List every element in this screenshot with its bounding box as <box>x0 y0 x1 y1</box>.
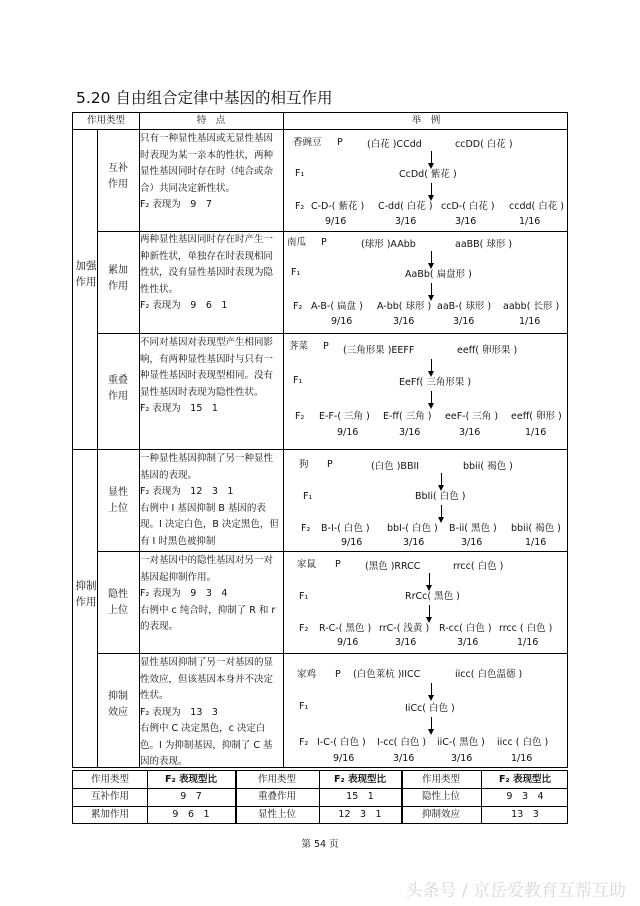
f2-class-3: eeF-( 三角 ) <box>445 411 499 422</box>
parent-1: (白色 )BBII <box>371 461 420 472</box>
parent-1: (白色莱杭 )IICC <box>353 669 421 680</box>
row-type-complementary: 互补作用 <box>108 163 128 190</box>
f2-class-1: I-C-( 白色 ) <box>317 737 366 748</box>
group-label-inhibit: 抑制作用 <box>75 580 97 608</box>
parent-1: (黑色 )RRCC <box>365 561 421 572</box>
cross-example <box>285 137 569 229</box>
parent-label: P <box>327 459 333 470</box>
summary-cell: 累加作用 <box>90 809 129 820</box>
watermark-text: 头条号 / 京岳爱教育互帮互助 <box>405 881 626 901</box>
row-type-duplicate: 重叠作用 <box>108 375 128 402</box>
feature-text: 两种显性基因同时存在时产生一种新性状，单独存在时表现相同性状，没有显性基因时表现为隐性性状。 <box>140 234 274 295</box>
summary-cell: 显性上位 <box>257 809 296 820</box>
f2-class-4: bbii( 褐色 ) <box>511 523 561 534</box>
parent-label: P <box>335 669 341 680</box>
page-number: 第 54 页 <box>301 839 339 850</box>
ratio-label: F₂ 表现为 9 3 4 <box>140 588 228 599</box>
group-divider <box>97 129 98 767</box>
f2-label: F₂ <box>301 523 311 534</box>
f1-genotype: BbIi( 白色 ) <box>415 491 466 502</box>
f2-class-2: I-cc( 白色 ) <box>377 737 427 748</box>
f2-ratio-4: 1/16 <box>519 216 541 227</box>
f2-ratio-3: 3/16 <box>453 316 475 327</box>
f2-ratio-2: 3/16 <box>395 216 417 227</box>
organism-name: 南瓜 <box>287 237 307 248</box>
summary-cell: 13 3 <box>511 809 539 820</box>
f2-ratio-3: 3/16 <box>459 427 481 438</box>
parent-2: aaBB( 球形 ) <box>455 239 513 250</box>
page-title: 5.20 自由组合定律中基因的相互作用 <box>76 89 333 107</box>
row-divider <box>97 333 567 334</box>
f2-class-2: C-dd( 白花 ) <box>378 201 433 212</box>
f2-ratio-1: 9/16 <box>325 216 347 227</box>
f2-ratio-4: 1/16 <box>517 637 539 648</box>
group-row-divider <box>73 449 567 450</box>
f1-label: F₁ <box>291 267 301 278</box>
parent-2: rrcc( 白色 ) <box>453 561 504 572</box>
row-feature <box>140 335 280 418</box>
parent-2: ccDD( 白花 ) <box>455 139 513 150</box>
feature-text: 一对基因中的隐性基因对另一对基因起抑制作用。 <box>140 555 274 583</box>
f2-ratio-4: 1/16 <box>519 316 541 327</box>
feature-text: 一种显性基因抑制了另一种显性基因的表现。 <box>140 453 274 481</box>
f1-label: F₁ <box>299 591 309 602</box>
organism-name: 家鸡 <box>297 669 317 680</box>
f2-class-1: R-C-( 黑色 ) <box>319 623 372 634</box>
cross-example <box>285 559 569 649</box>
summary-header: 作用类型 <box>257 774 296 785</box>
f2-class-2: bbI-( 白色 ) <box>387 523 438 534</box>
cross-arrow-icon <box>441 473 442 489</box>
f2-class-2: rrC-( 浅黄 ) <box>379 623 430 634</box>
cross-arrow-icon <box>431 283 432 299</box>
row-type-recessive-epistasis: 隐性上位 <box>108 589 128 616</box>
f2-label: F₂ <box>295 201 305 212</box>
f2-ratio-4: 1/16 <box>511 753 533 764</box>
f2-class-4: iicc ( 白色 ) <box>497 737 549 748</box>
summary-cell: 重叠作用 <box>257 791 296 802</box>
summary-cell: 抑制效应 <box>421 809 460 820</box>
f2-label: F₂ <box>299 737 309 748</box>
feature-detail: 右例中 C 决定黑色，c 决定白色。I 为抑制基因，抑制了 C 基因的表现。 <box>140 723 273 767</box>
f2-class-3: aaB-( 球形 ) <box>437 301 492 312</box>
f2-ratio-2: 3/16 <box>403 537 425 548</box>
f2-class-3: ccD-( 白花 ) <box>441 201 495 212</box>
f2-ratio-3: 3/16 <box>461 537 483 548</box>
cross-arrow-icon <box>431 151 432 167</box>
cross-arrow-icon <box>431 359 432 375</box>
f2-ratio-1: 9/16 <box>341 537 363 548</box>
parent-2: bbii( 褐色 ) <box>463 461 513 472</box>
summary-header: 作用类型 <box>421 774 460 785</box>
f2-ratio-1: 9/16 <box>331 316 353 327</box>
feature-detail: 右例中 c 纯合时，抑制了 R 和 r 的表现。 <box>140 604 276 632</box>
parent-1: (三角形果 )EEFF <box>343 345 415 356</box>
ratio-label: F₂ 表现为 15 1 <box>140 403 218 414</box>
f2-ratio-1: 9/16 <box>337 637 359 648</box>
f2-label: F₂ <box>293 301 303 312</box>
ratio-label: F₂ 表现为 9 7 <box>140 199 212 210</box>
f1-genotype: CcDd( 紫花 ) <box>399 169 457 180</box>
organism-name: 家鼠 <box>297 559 317 570</box>
f2-ratio-1: 9/16 <box>333 753 355 764</box>
f2-class-1: E-F-( 三角 ) <box>319 411 370 422</box>
f2-ratio-3: 3/16 <box>457 637 479 648</box>
summary-cell: 9 7 <box>180 791 202 802</box>
row-feature <box>140 655 280 771</box>
f2-class-4: eeff( 卵形 ) <box>511 411 562 422</box>
parent-label: P <box>323 341 329 352</box>
cross-arrow-icon <box>431 183 432 199</box>
f2-class-3: B-ii( 黑色 ) <box>449 523 497 534</box>
f1-genotype: IiCc( 白色 ) <box>405 703 455 714</box>
parent-2: iicc( 白色温德 ) <box>455 669 523 680</box>
parent-label: P <box>335 559 341 570</box>
f2-class-1: C-D-( 紫花 ) <box>311 201 365 212</box>
summary-cell: 隐性上位 <box>421 791 460 802</box>
header-type: 作用类型 <box>86 115 125 126</box>
cross-arrow-icon <box>431 683 432 699</box>
f2-class-1: A-B-( 扁盘 ) <box>311 301 363 312</box>
summary-table <box>72 770 568 824</box>
f2-ratio-2: 3/16 <box>393 316 415 327</box>
summary-cell: 12 3 1 <box>338 809 382 820</box>
feature-text: 不同对基因对表现型产生相同影响，有两种显性基因时与只有一种显性基因时表现型相同。没有显性基因时表现为隐性性状。 <box>140 337 274 398</box>
summary-cell: 9 3 4 <box>506 791 544 802</box>
f2-class-1: B-I-( 白色 ) <box>321 523 370 534</box>
organism-name: 荠菜 <box>289 341 309 352</box>
f2-ratio-2: 3/16 <box>393 753 415 764</box>
gene-interaction-table <box>72 112 568 768</box>
header-divider <box>73 129 567 130</box>
organism-name: 香豌豆 <box>293 137 322 148</box>
f2-class-2: E-ff( 三角 ) <box>383 411 432 422</box>
cross-arrow-icon <box>431 391 432 407</box>
cross-arrow-icon <box>431 251 432 267</box>
feature-text: 只有一种显性基因或无显性基因时表现为某一亲本的性状，两种显性基因同时存在时（纯合或杂合）共同决定新性状。 <box>140 133 274 194</box>
f2-label: F₂ <box>299 623 309 634</box>
f2-class-2: A-bb( 球形 ) <box>377 301 432 312</box>
group-label-strengthen: 加强作用 <box>75 260 97 288</box>
feature-divider <box>283 113 284 767</box>
summary-cell: 9 6 1 <box>172 809 210 820</box>
parent-2: eeff( 卵形果 ) <box>457 345 518 356</box>
feature-detail: 右例中 I 基因抑制 B 基因的表现。I 决定白色，B 决定黑色，但有 I 时黑色被抑制 <box>140 502 279 547</box>
ratio-label: F₂ 表现为 13 3 <box>140 706 218 718</box>
f1-genotype: AaBb( 扁盘形 ) <box>405 269 472 280</box>
parent-1: (白花 )CCdd <box>367 139 422 150</box>
f2-class-3: iiC-( 黑色 ) <box>437 737 485 748</box>
f2-ratio-2: 3/16 <box>395 637 417 648</box>
f2-ratio-3: 3/16 <box>451 753 473 764</box>
f1-label: F₁ <box>293 375 303 386</box>
summary-cell: 互补作用 <box>90 791 129 802</box>
row-type-additive: 累加作用 <box>108 265 128 292</box>
f1-label: F₁ <box>299 701 309 712</box>
parent-1: (球形 )AAbb <box>361 239 416 250</box>
cross-example <box>285 341 569 441</box>
summary-header: F₂ 表现型比 <box>165 774 217 785</box>
row-divider <box>97 653 567 654</box>
header-feature: 特 点 <box>196 115 226 126</box>
f1-label: F₁ <box>303 491 313 502</box>
f1-label: F₁ <box>295 168 305 179</box>
f2-ratio-2: 3/16 <box>399 427 421 438</box>
summary-header: F₂ 表现型比 <box>334 774 386 785</box>
f2-class-3: R-cc( 白色 ) <box>439 623 492 634</box>
f2-ratio-1: 9/16 <box>337 427 359 438</box>
parent-label: P <box>321 237 327 248</box>
row-feature <box>140 131 280 214</box>
ratio-label: F₂ 表现为 12 3 1 <box>140 486 234 497</box>
row-feature <box>140 553 280 636</box>
row-type-dominant-epistasis: 显性上位 <box>108 487 128 514</box>
summary-header: 作用类型 <box>90 774 129 785</box>
parent-label: P <box>337 137 343 148</box>
summary-cell: 15 1 <box>346 791 374 802</box>
row-feature <box>140 232 280 315</box>
f2-class-4: ccdd( 白花 ) <box>509 201 564 212</box>
row-divider <box>97 551 567 552</box>
f1-genotype: EeFf( 三角形果 ) <box>399 377 472 388</box>
f2-ratio-4: 1/16 <box>525 427 547 438</box>
f2-class-4: aabb( 长形 ) <box>503 301 560 312</box>
row-feature <box>140 451 280 550</box>
summary-header: F₂ 表现型比 <box>499 774 551 785</box>
cross-arrow-icon <box>429 605 430 621</box>
f2-ratio-3: 3/16 <box>455 216 477 227</box>
cross-arrow-icon <box>429 573 430 589</box>
cross-example <box>285 669 569 765</box>
cross-arrow-icon <box>431 717 432 733</box>
f2-class-4: rrcc ( 白色 ) <box>499 623 553 634</box>
cross-example <box>285 237 569 329</box>
ratio-label: F₂ 表现为 9 6 1 <box>140 300 228 311</box>
cross-example <box>285 459 569 549</box>
row-type-inhibitory-effect: 抑制效应 <box>108 691 128 718</box>
header-example: 举 例 <box>411 115 441 126</box>
feature-text: 显性基因抑制了另一对基因的显性效应，但该基因本身并不决定性状。 <box>140 657 274 701</box>
f2-ratio-4: 1/16 <box>525 537 547 548</box>
organism-name: 狗 <box>299 459 309 470</box>
f1-genotype: RrCc( 黑色 ) <box>405 591 460 602</box>
f2-label: F₂ <box>295 411 305 422</box>
cross-arrow-icon <box>441 505 442 521</box>
